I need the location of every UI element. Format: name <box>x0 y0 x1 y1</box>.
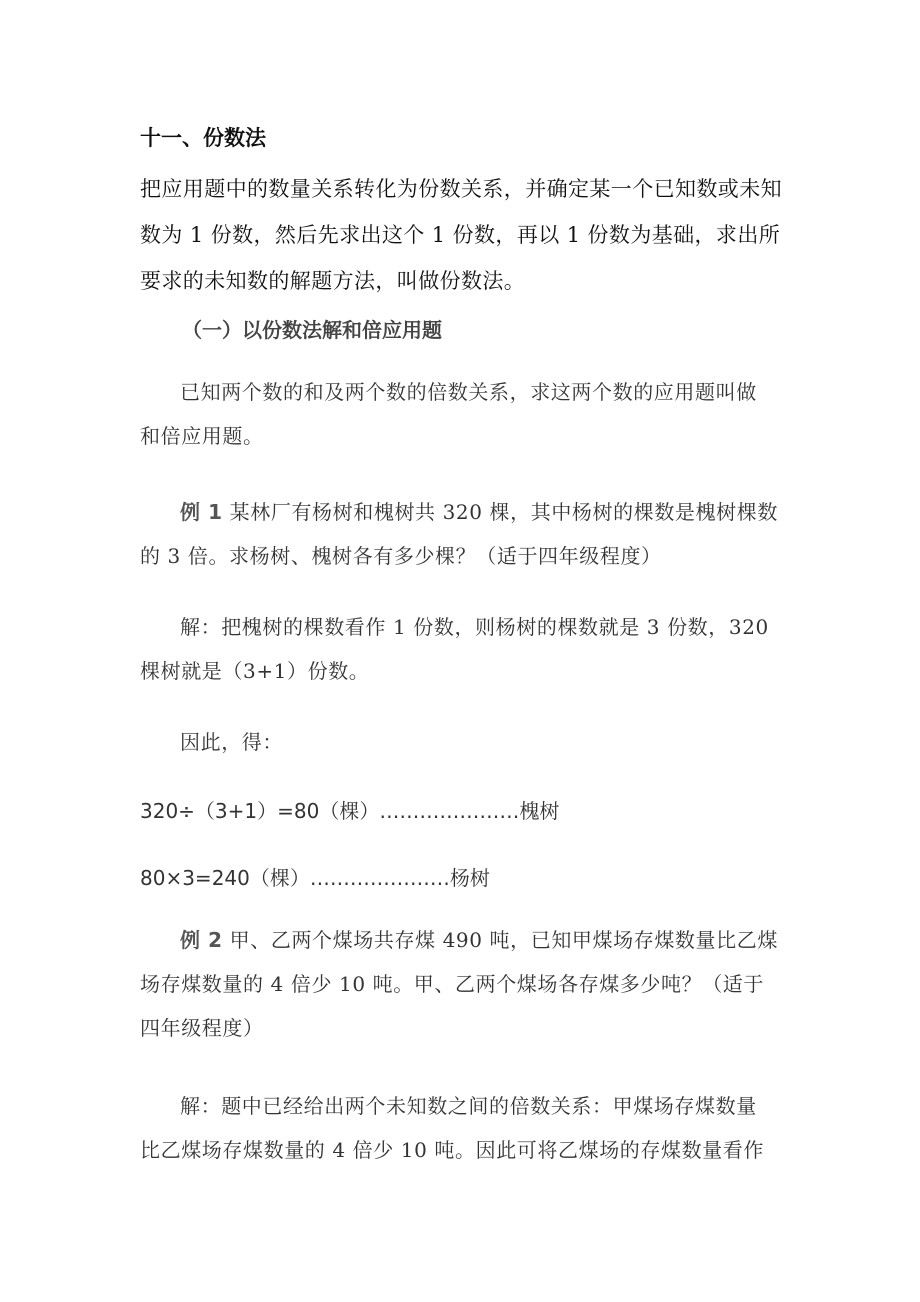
example1-solution <box>140 605 800 693</box>
therefore-text: 因此，得： <box>180 730 283 754</box>
example2-question-line-3: 四年级程度） <box>140 1016 264 1040</box>
example2-question-line-2: 场存煤数量的 4 倍少 10 吨。甲、乙两个煤场各存煤多少吨？（适于 <box>140 972 765 996</box>
definition-paragraph <box>140 370 800 458</box>
calculation-2-expression: 80×3=240（棵）………………… <box>140 866 450 890</box>
example1-question <box>140 490 800 578</box>
example2-solution <box>140 1084 800 1172</box>
subsection-heading: （一）以份数法解和倍应用题 <box>182 318 442 342</box>
calculation-2-label: 杨树 <box>449 866 490 890</box>
example2-question-line-1 <box>140 918 800 962</box>
example1-label: 例 1 <box>180 500 223 524</box>
intro-line-3: 要求的未知数的解题方法，叫做份数法。 <box>140 269 526 293</box>
definition-line-1: 已知两个数的和及两个数的倍数关系，求这两个数的应用题叫做 <box>180 380 757 404</box>
section-intro <box>140 166 800 304</box>
intro-line-2: 数为 1 份数，然后先求出这个 1 份数，再以 1 份数为基础，求出所 <box>140 223 781 247</box>
example2-label: 例 2 <box>180 928 223 952</box>
calculation-line-2 <box>140 862 490 891</box>
example2-question <box>140 918 800 1050</box>
example1-question-line-1 <box>140 490 800 534</box>
section-heading: 十一、份数法 <box>140 126 266 150</box>
calculation-line-1 <box>140 795 559 824</box>
calculation-1-label: 槐树 <box>519 799 560 823</box>
example2-question-text: 甲、乙两个煤场共存煤 490 吨，已知甲煤场存煤数量比乙煤 <box>222 928 778 952</box>
calculation-1-expression: 320÷（3+1）=80（棵）………………… <box>140 799 520 823</box>
definition-line-2: 和倍应用题。 <box>140 424 264 448</box>
example1-question-line-2: 的 3 倍。求杨树、槐树各有多少棵？（适于四年级程度） <box>140 544 662 568</box>
example1-solution-line-1: 解：把槐树的棵数看作 1 份数，则杨树的棵数就是 3 份数，320 <box>180 615 769 639</box>
therefore-paragraph <box>140 720 800 764</box>
example2-solution-line-2: 比乙煤场存煤数量的 4 倍少 10 吨。因此可将乙煤场的存煤数量看作 <box>140 1138 765 1162</box>
intro-line-1: 把应用题中的数量关系转化为份数关系，并确定某一个已知数或未知 <box>140 177 782 201</box>
example1-question-text: 某林厂有杨树和槐树共 320 棵，其中杨树的棵数是槐树棵数 <box>222 500 778 524</box>
example2-solution-line-1: 解：题中已经给出两个未知数之间的倍数关系：甲煤场存煤数量 <box>180 1094 757 1118</box>
example1-solution-line-2: 棵树就是（3+1）份数。 <box>140 659 370 683</box>
